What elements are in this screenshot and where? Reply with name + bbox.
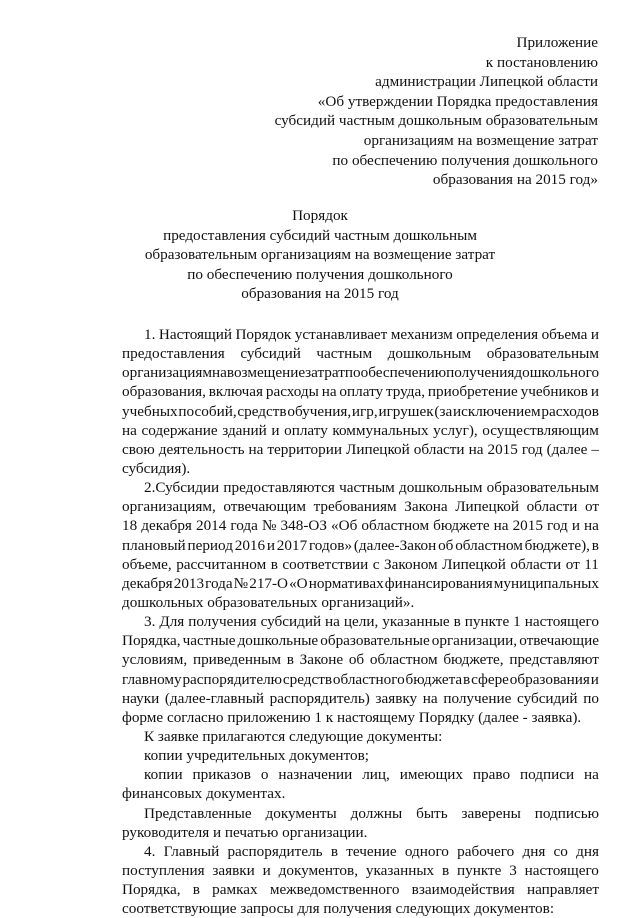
body-word: Липецкой (455, 498, 519, 516)
body-word: затрат (305, 364, 345, 382)
body-word: взаимодействия (411, 881, 515, 899)
body-line (122, 344, 599, 363)
body-line (122, 880, 599, 899)
body-word: оплату (339, 383, 384, 401)
body-line-text: финансовых документах. (122, 785, 286, 803)
body-line-text: К заявке прилагаются следующие документы: (144, 727, 443, 745)
body-word: коммунальных (332, 421, 429, 439)
body-word: организациям, (122, 498, 216, 516)
body-word: муниципальных (493, 574, 599, 592)
body-word: от (584, 498, 599, 516)
body-word: отвечающие (519, 632, 599, 650)
body-word: Порядок (235, 326, 292, 343)
body-word: механизм (390, 326, 453, 343)
body-word: на (212, 364, 227, 382)
body-word: на (325, 613, 340, 631)
body-word: в (441, 861, 450, 879)
body-word: бюджете), (524, 536, 590, 554)
body-word: Законом (384, 555, 438, 573)
body-word: года (205, 574, 233, 592)
body-word: приказов (192, 766, 251, 784)
body-word: цели, (343, 613, 379, 631)
body-line (122, 402, 599, 421)
body-word: области (526, 498, 578, 516)
body-line-text: копии учредительных документов; (144, 747, 369, 765)
body-line (122, 823, 599, 842)
body-line (122, 593, 599, 612)
body-word: Закона (404, 498, 448, 516)
body-word: областном (361, 517, 430, 535)
body-word: настоящего (524, 613, 599, 631)
body-word: субсидий (240, 345, 301, 363)
title-line: по обеспечению получения дошкольного (187, 265, 453, 283)
appendix-line: администрации Липецкой области (375, 73, 598, 91)
body-line (122, 765, 599, 784)
appendix-line: образования на 2015 год» (432, 171, 598, 189)
body-word: организации, (431, 632, 518, 650)
body-word: предоставления (122, 345, 225, 363)
body-word: Липецкой (346, 440, 410, 458)
body-word: назначении (278, 766, 353, 784)
body-word: частным (316, 345, 373, 363)
body-word: 3 (509, 861, 517, 879)
body-line (122, 899, 599, 918)
body-word: обеспечению (360, 364, 447, 382)
body-line (122, 478, 599, 497)
body-word: объема (541, 326, 588, 343)
body-word: об (348, 651, 365, 669)
body-word: исключением (452, 402, 541, 420)
title-line: предоставления субсидий частным дошкольным (163, 226, 477, 244)
body-word: главному (122, 670, 182, 688)
body-word: на (321, 383, 337, 401)
body-line (122, 363, 599, 382)
body-word: дня (576, 842, 599, 860)
body-word: Главный (163, 842, 220, 860)
body-word: 2013 (173, 574, 205, 592)
body-word: учебных (122, 402, 178, 420)
body-word: на (122, 421, 137, 439)
body-word: право (472, 766, 511, 784)
body-line (122, 555, 599, 574)
body-line (122, 842, 599, 861)
body-word: с (372, 555, 380, 573)
body-word: 2017 (276, 536, 308, 554)
body-word: свою (122, 440, 155, 458)
body-word: отвечающим (223, 498, 307, 516)
body-word: 18 (122, 517, 138, 535)
body-word: получение (443, 689, 512, 707)
body-word: «Об (331, 517, 358, 535)
body-word: и (262, 861, 271, 879)
body-word: в (286, 651, 294, 669)
body-word: в (591, 536, 599, 554)
body-line (122, 631, 599, 650)
body-line (122, 861, 599, 880)
body-word: образовательным (486, 345, 599, 363)
appendix-line: к постановлению (485, 53, 598, 71)
body-word: должны (350, 804, 403, 822)
body-word: субсидий (517, 689, 578, 707)
body-line-text: соответствующие запросы для получения следующих документов: (122, 900, 555, 918)
body-word: на (468, 440, 484, 458)
body-line (122, 689, 599, 708)
body-word: средств (282, 670, 333, 688)
body-word: и (266, 536, 276, 554)
body-word: образовательные (320, 632, 430, 650)
body-word: (далее-главный (164, 689, 265, 707)
body-word: распорядителю (182, 670, 282, 688)
body-word: частным (339, 479, 395, 497)
document-title (0, 206, 640, 304)
body-word: № (233, 574, 249, 592)
body-word: распорядитель (227, 842, 323, 860)
body-line (122, 727, 599, 746)
appendix-line: по обеспечению получения дошкольного (332, 151, 598, 169)
body-word: и (590, 670, 599, 688)
body-word: (далее-Закон (353, 536, 437, 554)
body-word: пункте (464, 613, 510, 631)
body-word: в (192, 881, 200, 899)
body-line-text: форме согласно приложению 1 к настоящему Порядку (далее - заявка). (122, 708, 582, 726)
body-word: в (453, 613, 461, 631)
body-word: дошкольные (237, 632, 319, 650)
body-word: получения (188, 613, 257, 631)
body-line (122, 382, 599, 401)
body-word: игрушек (378, 402, 434, 420)
body-word: территории (267, 440, 342, 458)
body-word: получения (446, 364, 515, 382)
body-word: и (590, 326, 599, 343)
body-word: деятельность (158, 440, 245, 458)
appendix-header (198, 33, 598, 190)
body-word: указанные (382, 613, 450, 631)
body-word: науки (122, 689, 160, 707)
body-word: приобретение (427, 383, 518, 401)
body-line (122, 804, 599, 823)
body-word: 2.Субсидии (144, 479, 220, 497)
body-word: подписью (534, 804, 599, 822)
body-word: 3. (144, 613, 156, 631)
body-word: Представленные (144, 804, 252, 822)
body-word: со (553, 842, 568, 860)
body-word: на (248, 440, 264, 458)
body-word: устанавливает (294, 326, 388, 343)
body-word: 2015 (487, 440, 518, 458)
body-word: № (261, 517, 277, 535)
body-word: 348-ОЗ (280, 517, 327, 535)
body-word: области (510, 555, 562, 573)
body-word: образовательным (486, 479, 599, 497)
body-line (122, 612, 599, 631)
body-word: Для (159, 613, 185, 631)
body-word: финансирования (384, 574, 493, 592)
body-word: в (463, 670, 471, 688)
body-word: заверены (461, 804, 521, 822)
body-word: межведомственного (269, 881, 400, 899)
body-word: областном (369, 651, 438, 669)
body-line (122, 708, 599, 727)
body-word: года (230, 517, 258, 535)
body-word: в (330, 842, 338, 860)
body-word: направляет (526, 881, 599, 899)
body-word: 1. (144, 326, 156, 343)
body-line (122, 325, 599, 344)
body-word: соответствии (282, 555, 369, 573)
body-word: Порядка, (122, 632, 181, 650)
body-word: документы (265, 804, 337, 822)
body-word: организациям (122, 364, 213, 382)
body-word: лиц, (362, 766, 390, 784)
body-word: распорядитель) (269, 689, 370, 707)
body-word: требованиям (313, 498, 397, 516)
body-word: на (584, 766, 599, 784)
body-word: год (521, 440, 543, 458)
body-word: области (413, 440, 465, 458)
body-word: 2015 (512, 517, 543, 535)
body-word: бюджета (405, 670, 463, 688)
body-line (122, 421, 599, 440)
body-word: дня (522, 842, 546, 860)
body-word: условиям, (122, 651, 188, 669)
body-word: 4. (144, 842, 156, 860)
body-word: 2016 (234, 536, 266, 554)
body-word: Законе (299, 651, 344, 669)
body-word: услуг), (433, 421, 478, 439)
body-word: включая (208, 383, 264, 401)
body-word: быть (416, 804, 448, 822)
body-word: рассчитанном (176, 555, 267, 573)
body-word: в (270, 555, 278, 573)
body-word: расходов (541, 402, 599, 420)
body-line (122, 650, 599, 669)
body-word: бюджете, (443, 651, 504, 669)
body-word: на (493, 517, 509, 535)
body-word: заявки (212, 861, 255, 879)
body-word: субсидий (260, 613, 322, 631)
body-word: декабря (141, 517, 192, 535)
body-word: декабря (122, 574, 173, 592)
body-word: приведенным (192, 651, 281, 669)
body-word: Настоящий (158, 326, 232, 343)
body-word: обучения, (287, 402, 352, 420)
title-line: образования на 2015 год (241, 285, 399, 303)
body-line (122, 746, 599, 765)
body-word: предоставляются (223, 479, 335, 497)
body-word: зданий (222, 421, 267, 439)
body-word: учебников (520, 383, 588, 401)
appendix-line: Приложение (516, 34, 598, 51)
body-word: имеющих (399, 766, 463, 784)
body-word: и (271, 421, 280, 439)
body-word: представляют (509, 651, 599, 669)
body-word: 1 (513, 613, 521, 631)
body-word: Липецкой (442, 555, 506, 573)
body-word: образования, (122, 383, 206, 401)
body-word: на (422, 689, 438, 707)
body-word: бюджете (433, 517, 490, 535)
body-word: настоящего (524, 861, 599, 879)
body-word: поступления (122, 861, 205, 879)
body-word: рамках (212, 881, 258, 899)
body-word: расходы (265, 383, 319, 401)
body-word: нормативах (308, 574, 384, 592)
body-word: копии (144, 766, 183, 784)
body-word: игр, (351, 402, 378, 420)
body-line (122, 459, 599, 478)
body-word: документов, (278, 861, 358, 879)
body-word: образования (509, 670, 590, 688)
appendix-line: организациям на возмещение затрат (363, 131, 598, 149)
body-word: и (571, 517, 580, 535)
body-word: труда, (385, 383, 426, 401)
body-line (122, 574, 599, 593)
body-word: плановый (122, 536, 186, 554)
body-line (122, 497, 599, 516)
body-word: частные (182, 632, 236, 650)
body-word: по (344, 364, 361, 382)
body-word: дошкольным (398, 479, 483, 497)
body-word: пункте (456, 861, 502, 879)
body-word: – (591, 440, 599, 458)
body-word: период (187, 536, 233, 554)
body-word: дошкольного (514, 364, 600, 382)
body-word: областного (332, 670, 405, 688)
body-word: (за (434, 402, 453, 420)
body-word: по (583, 689, 599, 707)
body-word: 2014 (195, 517, 227, 535)
body-word: об (438, 536, 454, 554)
body-word: и (590, 383, 599, 401)
appendix-line: «Об утверждении Порядка предоставления (317, 92, 598, 110)
body-word: объеме, (122, 555, 172, 573)
body-line (122, 784, 599, 803)
body-word: «О (289, 574, 308, 592)
body-word: 217-О (249, 574, 289, 592)
body-line (122, 516, 599, 535)
body-word: пособий, (178, 402, 237, 420)
appendix-line: субсидий частным дошкольным образовательным (274, 112, 598, 130)
body-word: областном (455, 536, 523, 554)
body-line (122, 440, 599, 459)
body-word: течение (346, 842, 397, 860)
body-line-text: руководителя и печатью организации. (122, 823, 368, 841)
body-word: содержание (141, 421, 218, 439)
body-word: 11 (584, 555, 599, 573)
title-line: образовательным организациям на возмещение затрат (144, 246, 496, 264)
body-word: осуществляющим (482, 421, 599, 439)
document-body (122, 325, 599, 918)
body-word: от (565, 555, 580, 573)
title-line: Порядок (292, 207, 348, 224)
body-line (122, 670, 599, 689)
body-word: дошкольным (387, 345, 472, 363)
body-line (122, 536, 599, 555)
body-word: сфере (471, 670, 509, 688)
body-word: о (260, 766, 269, 784)
body-word: рабочего (457, 842, 515, 860)
body-word: одного (404, 842, 449, 860)
body-line-text: субсидия). (122, 459, 191, 477)
body-word: год (547, 517, 568, 535)
body-word: оплату (284, 421, 328, 439)
body-word: подписи (519, 766, 575, 784)
body-word: годов» (308, 536, 353, 554)
body-line-text: дошкольных образовательных организаций». (122, 593, 415, 611)
body-word: возмещение (226, 364, 306, 382)
body-word: заявку (375, 689, 418, 707)
body-word: указанных (365, 861, 435, 879)
body-word: на (584, 517, 599, 535)
body-word: определения (456, 326, 539, 343)
body-word: (далее (546, 440, 588, 458)
body-word: средств (237, 402, 287, 420)
body-word: Порядка, (122, 881, 181, 899)
